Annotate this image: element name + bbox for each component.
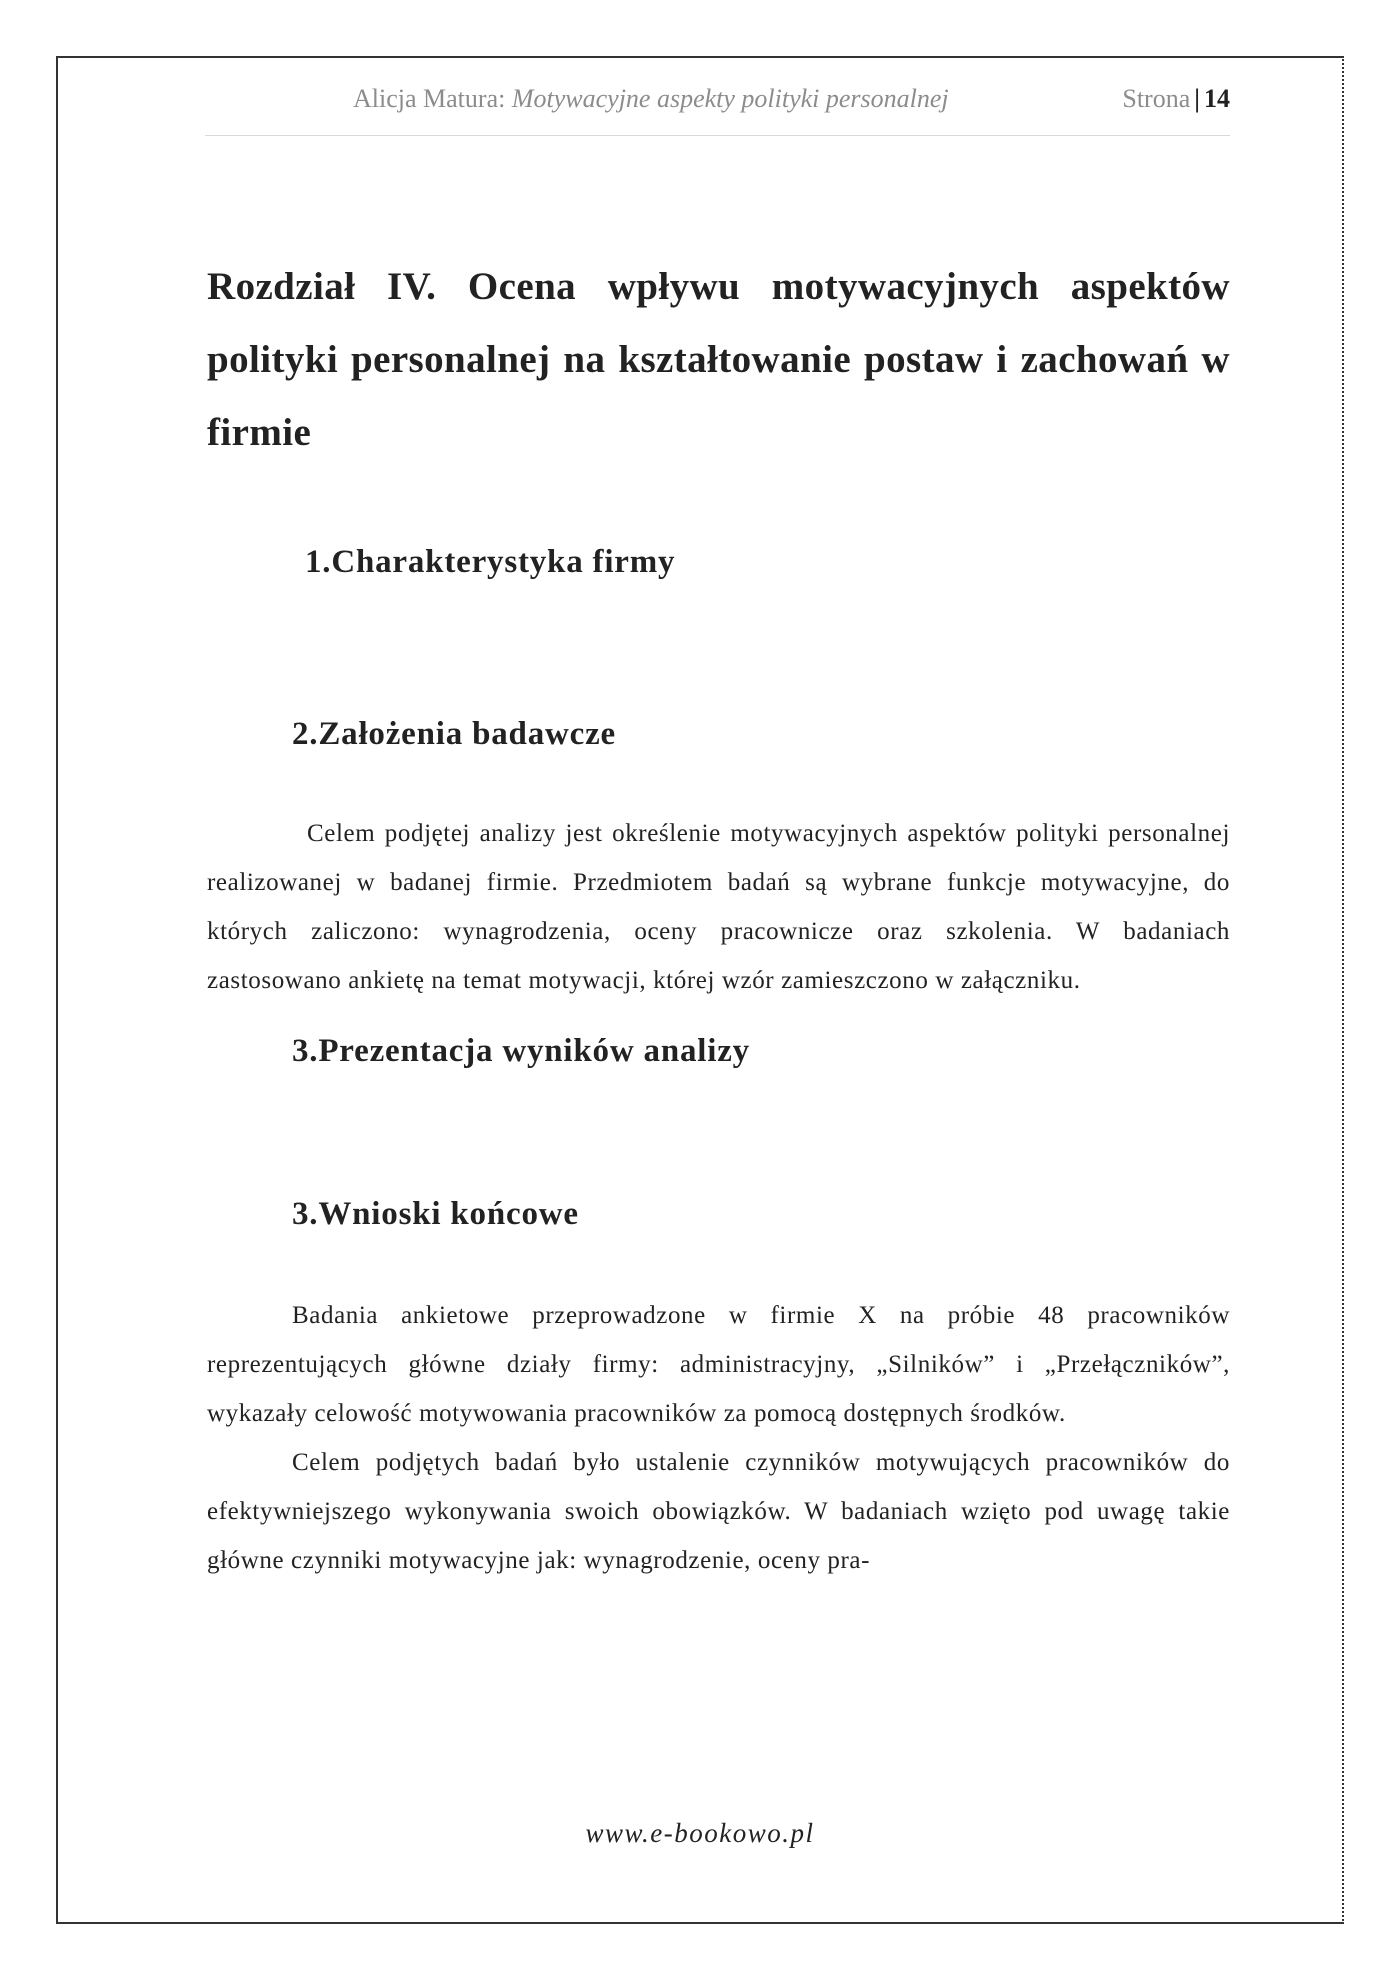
section-heading-company-profile: 1.Charakterystyka firmy	[305, 544, 676, 580]
section-heading-final-conclusions: 3.Wnioski końcowe	[292, 1196, 579, 1232]
header-page-label: Strona	[1122, 84, 1191, 113]
header-page-indicator	[1122, 84, 1230, 114]
header-page-number: 14	[1204, 84, 1230, 113]
header-book-title: Motywacyjne aspekty polityki personalnej	[511, 84, 949, 113]
page-content	[207, 250, 1230, 1585]
chapter-title: Rozdział IV. Ocena wpływu motywacyjnych aspektów polityki personalnej na kształtowanie postaw i zachowań w firmie	[207, 265, 1230, 454]
running-header	[205, 78, 1230, 136]
header-separator: |	[1194, 84, 1200, 113]
section-heading-results-presentation: 3.Prezentacja wyników analizy	[292, 1033, 750, 1069]
paragraph-research-assumptions: Celem podjętej analizy jest określenie motywacyjnych aspektów polityki personalnej realizowanej w badanej firmie. Przedmiotem badań są wybrane funkcje motywacyjne, do których zaliczono: wynagrodzenia, oceny pracownicze oraz szkolenia. W badaniach zastosowano ankietę na temat motywacji, której wzór zamieszczono w załączniku.	[207, 820, 1230, 994]
paragraph-conclusions-1: Badania ankietowe przeprowadzone w firmie X na próbie 48 pracowników reprezentujących główne działy firmy: administracyjny, „Silników” i „Przełączników”, wykazały celowość motywowania pracowników za pomocą dostępnych środków.	[207, 1302, 1230, 1427]
section-heading-research-assumptions: 2.Założenia badawcze	[292, 716, 616, 752]
header-author: Alicja Matura:	[353, 84, 506, 113]
header-author-title	[353, 84, 949, 114]
paragraph-conclusions-2: Celem podjętych badań było ustalenie czynników motywujących pracowników do efektywniejszego wykonywania swoich obowiązków. W badaniach wzięto pod uwagę takie główne czynniki motywacyjne jak: wynagrodzenie, oceny pra-	[207, 1449, 1230, 1574]
footer-website: www.e-bookowo.pl	[585, 1818, 815, 1848]
